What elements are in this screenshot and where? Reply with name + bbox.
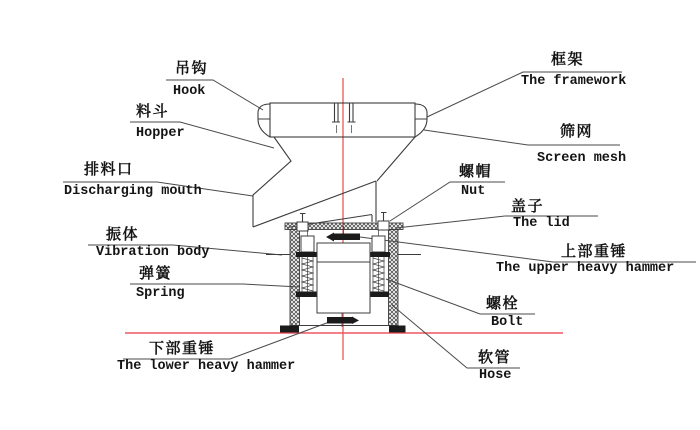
label-spring-zh: 弹簧	[139, 265, 173, 282]
label-screen-mesh-en: Screen mesh	[537, 151, 627, 166]
label-vibration-body-zh: 振体	[106, 226, 140, 243]
label-hook-en: Hook	[173, 84, 206, 99]
left-wall	[290, 230, 300, 326]
label-framework-zh: 框架	[551, 51, 585, 68]
center-tube	[332, 103, 356, 133]
label-lid-en: The lid	[513, 216, 570, 231]
lid-clamp-bolt-left	[297, 214, 308, 232]
label-lower-hammer-en: The lower heavy hammer	[117, 359, 296, 374]
label-bolt-zh: 螺栓	[486, 295, 520, 312]
leader-upper-hammer	[360, 237, 696, 262]
leader-nut	[390, 182, 505, 221]
label-hose-en: Hose	[479, 368, 512, 383]
label-hose-zh: 软管	[478, 349, 512, 366]
label-nut-en: Nut	[461, 184, 486, 199]
label-spring-en: Spring	[136, 286, 185, 301]
label-nut-zh: 螺帽	[459, 163, 493, 180]
left-foot	[280, 326, 299, 333]
motor-block	[317, 243, 370, 313]
label-bolt-en: Bolt	[491, 315, 524, 330]
right-hook-ear	[415, 104, 427, 137]
label-lower-hammer-zh: 下部重锤	[149, 340, 216, 357]
label-vibration-body-en: Vibration body	[96, 245, 210, 260]
label-discharging-zh: 排料口	[84, 161, 134, 178]
label-discharging-en: Discharging mouth	[64, 184, 202, 199]
label-upper-hammer-zh: 上部重锤	[561, 243, 628, 260]
hopper-funnel	[253, 137, 415, 228]
label-hook-zh: 吊钩	[175, 60, 209, 77]
label-hopper-en: Hopper	[136, 126, 185, 141]
label-upper-hammer-en: The upper heavy hammer	[496, 261, 675, 276]
label-hopper-zh: 料斗	[136, 103, 170, 120]
label-screen-mesh-zh: 筛网	[560, 123, 594, 140]
label-framework-en: The framework	[521, 74, 627, 89]
right-foot	[389, 326, 406, 333]
label-lid-zh: 盖子	[511, 198, 545, 215]
lid-clamp-bolt-right	[378, 213, 389, 231]
left-hook-ear	[258, 104, 270, 137]
right-wall	[389, 230, 399, 326]
